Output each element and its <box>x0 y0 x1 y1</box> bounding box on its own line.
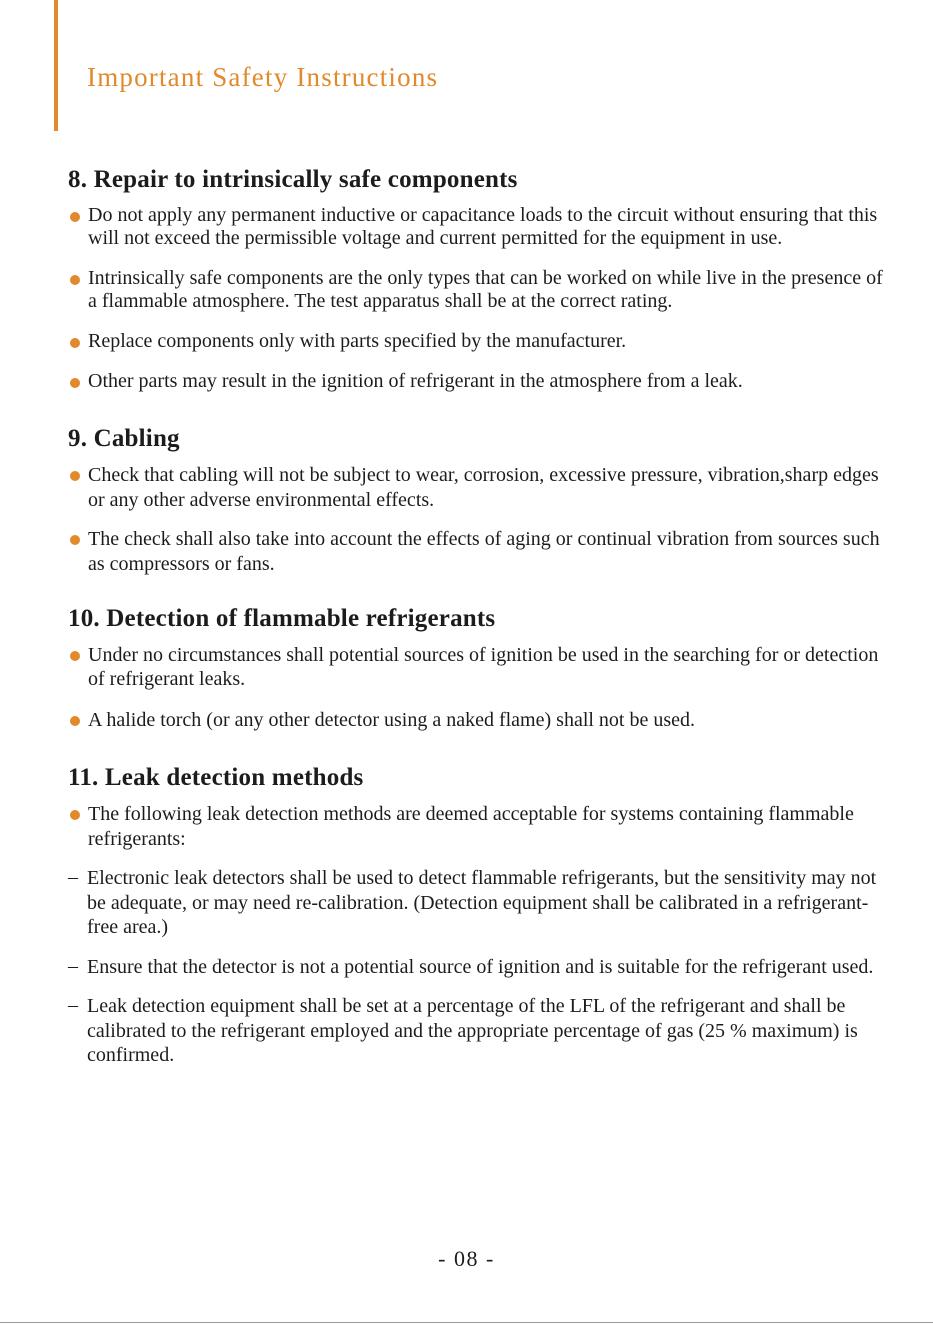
list-item <box>68 330 888 353</box>
section-detection-flammable-refrigerants <box>68 603 888 732</box>
bullet-dot-icon <box>70 535 80 545</box>
page-bottom-rule <box>0 1322 933 1323</box>
dash-icon: – <box>68 954 78 977</box>
list-item-text: Replace components only with parts specified by the manufacturer. <box>88 330 627 352</box>
list-item <box>68 463 888 513</box>
list-item <box>68 370 888 393</box>
document-body <box>68 164 888 1083</box>
bullet-list <box>68 643 888 732</box>
section-heading: 8. Repair to intrinsically safe components <box>68 166 518 193</box>
dash-icon: – <box>68 994 78 1016</box>
bullet-dot-icon <box>70 212 80 222</box>
bullet-dot-icon <box>70 810 80 820</box>
bullet-list <box>68 463 888 577</box>
list-item-text: Do not apply any permanent inductive or capacitance loads to the circuit without ensuring that this will not exceed the permissible voltage and current permitted for the equipment in use. <box>88 204 878 249</box>
list-item <box>68 955 888 980</box>
list-item <box>68 643 888 691</box>
page-header-title: Important Safety Instructions <box>87 62 439 92</box>
section-heading: 9. Cabling <box>68 425 180 452</box>
list-item <box>68 994 888 1068</box>
list-item-text: Electronic leak detectors shall be used to detect flammable refrigerants, but the sensitivity may not be adequate, or may need re-calibration. (Detection equipment shall be calibrated in a refrigerant-free area.) <box>87 867 877 938</box>
bullet-dot-icon <box>70 378 80 388</box>
page-number: - 08 - <box>438 1246 495 1271</box>
header-accent-bar <box>54 0 58 131</box>
list-item-text: Intrinsically safe components are the only types that can be worked on while live in the presence of a flammable atmosphere. The test apparatus shall be at the correct rating. <box>88 267 883 312</box>
bullet-list <box>68 802 888 1068</box>
bullet-dot-icon <box>70 338 80 348</box>
list-item <box>68 708 888 732</box>
bullet-dot-icon <box>70 651 80 661</box>
list-item <box>68 267 888 313</box>
list-item <box>68 866 888 940</box>
list-item <box>68 527 888 577</box>
list-item-text: A halide torch (or any other detector using a naked flame) shall not be used. <box>88 709 696 731</box>
section-heading: 10. Detection of flammable refrigerants <box>68 605 496 632</box>
list-item-text: Other parts may result in the ignition of refrigerant in the atmosphere from a leak. <box>88 370 743 392</box>
bullet-dot-icon <box>70 716 80 726</box>
list-item-text: The check shall also take into account the effects of aging or continual vibration from sources such as compressors or fans. <box>88 528 880 575</box>
list-item-text: Under no circumstances shall potential sources of ignition be used in the searching for or detection of refrigerant leaks. <box>88 644 879 690</box>
bullet-dot-icon <box>70 471 80 481</box>
section-repair-intrinsically-safe <box>68 164 888 393</box>
bullet-dot-icon <box>70 275 80 285</box>
bullet-list <box>68 204 888 393</box>
list-item-text: Ensure that the detector is not a potential source of ignition and is suitable for the refrigerant used. <box>87 955 874 978</box>
list-item-text: Check that cabling will not be subject to wear, corrosion, excessive pressure, vibration,sharp edges or any other adverse environmental effects. <box>88 464 879 511</box>
list-item-text: Leak detection equipment shall be set at a percentage of the LFL of the refrigerant and shall be calibrated to the refrigerant employed and the appropriate percentage of gas (25 % maximum) is confirmed. <box>87 995 858 1066</box>
list-item <box>68 204 888 250</box>
list-item <box>68 802 888 851</box>
list-item-text: The following leak detection methods are deemed acceptable for systems containing flammable refrigerants: <box>88 803 854 850</box>
dash-icon: – <box>68 866 78 888</box>
section-cabling <box>68 423 888 577</box>
section-leak-detection-methods <box>68 762 888 1068</box>
section-heading: 11. Leak detection methods <box>68 764 364 791</box>
